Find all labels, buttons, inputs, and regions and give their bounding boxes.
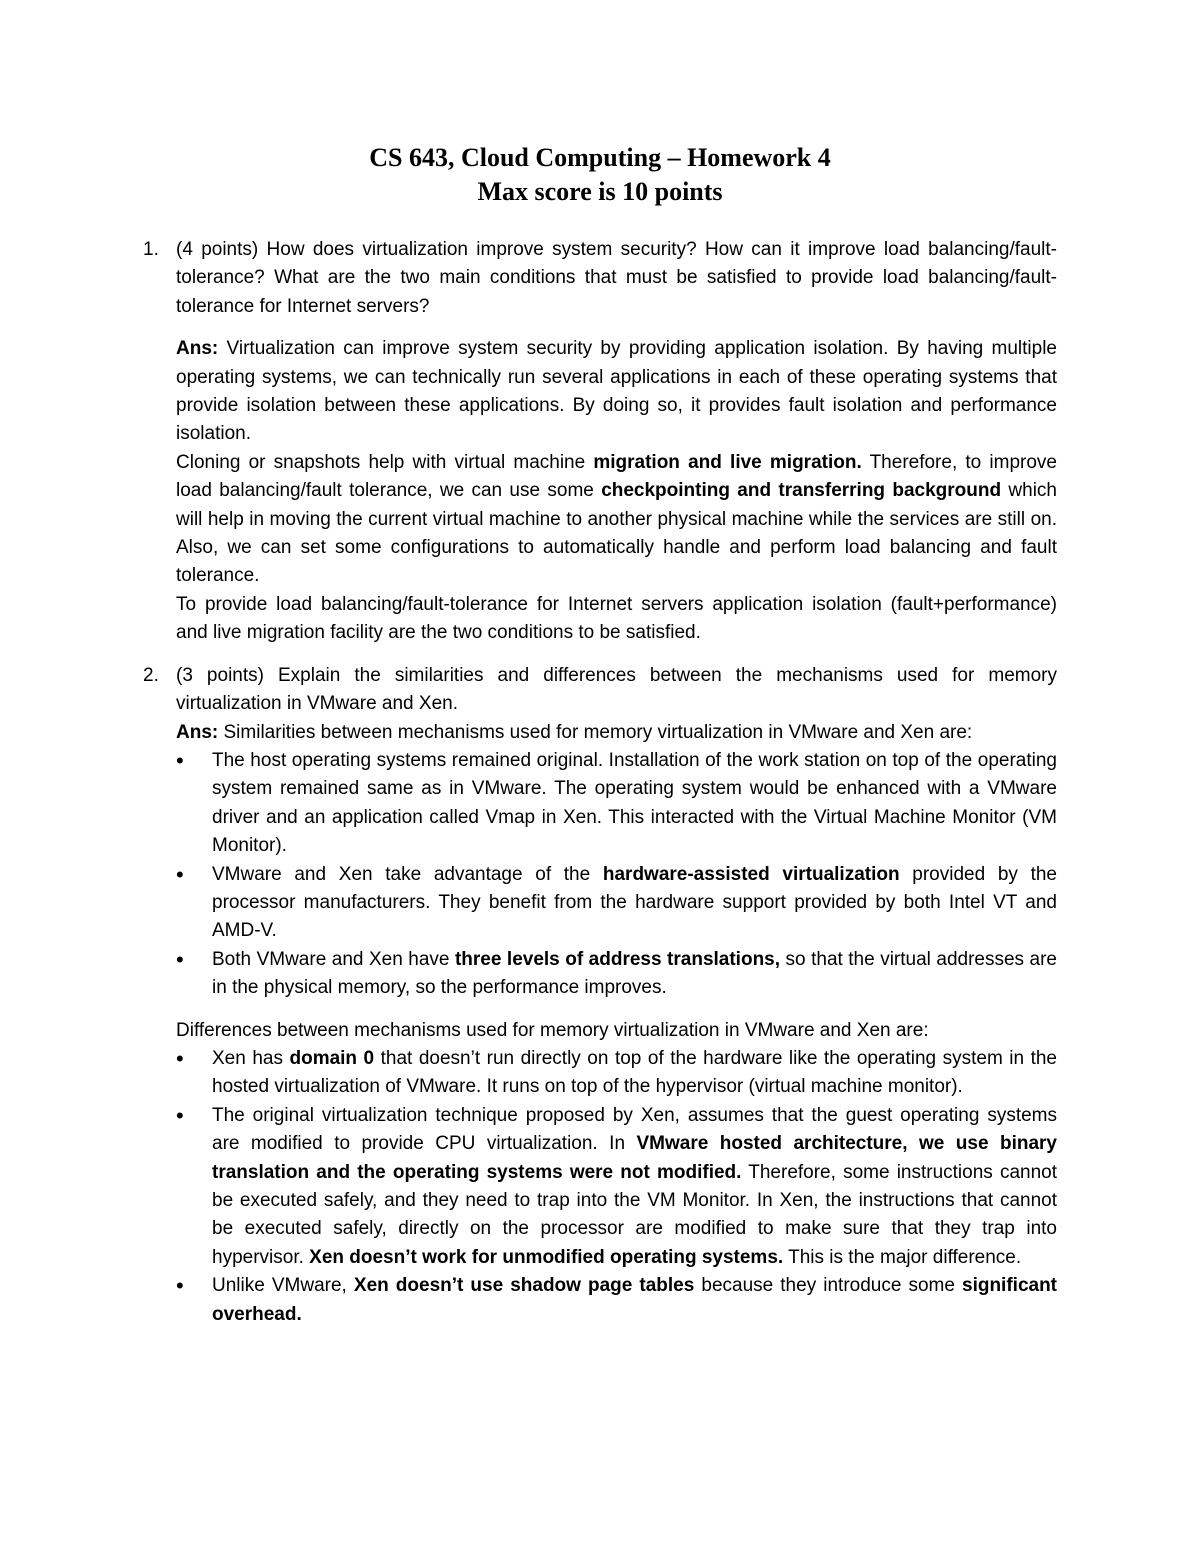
question-2 xyxy=(143,662,1057,747)
title-line-2: Max score is 10 points xyxy=(477,177,723,206)
list-item xyxy=(176,1272,1057,1329)
bullet-icon xyxy=(176,1272,212,1329)
answer-text: Virtualization can improve system security by providing application isolation. By having multiple operating systems, we can technically run several applications in each of these operating systems that provide isolation between these applications. By doing so, it provides fault isolation and performance isolation. xyxy=(176,338,1057,445)
question-1 xyxy=(143,236,1057,321)
bullet-icon xyxy=(176,861,212,946)
answer-paragraph xyxy=(176,449,1057,591)
list-item-text: Unlike VMware, Xen doesn’t use shadow page tables because they introduce some significant overhead. xyxy=(212,1275,1058,1325)
answer-intro xyxy=(176,719,1057,747)
answer-1 xyxy=(176,335,1057,647)
similarities-list xyxy=(176,747,1057,1003)
bullet-icon xyxy=(176,946,212,1003)
list-item-text: The host operating systems remained original. Installation of the work station on top of the operating system remained same as in VMware. The operating system would be enhanced with a VMware driver and an application called Vmap in Xen. This interacted with the Virtual Machine Monitor (VM Monitor). xyxy=(212,749,1057,857)
list-item xyxy=(176,747,1057,861)
list-item xyxy=(176,946,1057,1003)
document-body xyxy=(143,236,1057,1329)
question-number: 1. xyxy=(143,239,159,260)
differences-intro: Differences between mechanisms used for memory virtualization in VMware and Xen are: xyxy=(176,1019,929,1041)
list-item-text: Both VMware and Xen have three levels of address translations, so that the virtual addresses are in the physical memory, so the performance improves. xyxy=(212,948,1057,999)
list-item xyxy=(176,1045,1057,1102)
question-number: 2. xyxy=(143,664,159,686)
bullet-icon xyxy=(176,1102,212,1272)
question-text: (4 points) How does virtualization improve system security? How can it improve load balancing/fault-tolerance? What are the two main conditions that must be satisfied to provide load balancing/fault-tolerance for Internet servers? xyxy=(176,239,1057,317)
differences-section xyxy=(176,1017,1057,1045)
list-item xyxy=(176,861,1057,946)
answer-paragraph xyxy=(176,335,1057,449)
list-item-text: Xen has domain 0 that doesn’t run directly on top of the hardware like the operating system in the hosted virtualization of VMware. It runs on top of the hypervisor (virtual machine monitor). xyxy=(212,1047,1058,1098)
answer-text: Cloning or snapshots help with virtual machine xyxy=(176,451,594,473)
title-line-1: CS 643, Cloud Computing – Homework 4 xyxy=(369,143,831,172)
question-text: (3 points) Explain the similarities and differences between the mechanisms used for memory virtualization in VMware and Xen. xyxy=(176,664,1057,715)
list-item-text: The original virtualization technique proposed by Xen, assumes that the guest operating systems are modified to provide CPU virtualization. In VMware hosted architecture, we use binary translation and the operating systems were not modified. Therefore, some instructions cannot be executed safely, and they need to trap into the VM Monitor. In Xen, the instructions that cannot be executed safely, directly on the processor are modified to make sure that they trap into hypervisor. Xen doesn’t work for unmodified operating systems. This is the major difference. xyxy=(212,1104,1057,1268)
document-title xyxy=(0,141,1200,209)
answer-text: which will help in moving the current virtual machine to another physical machine while the services are still on. Also, we can set some configurations to automatically handle and perform load balancing and fault tolerance. xyxy=(176,480,1057,587)
bullet-icon xyxy=(176,1045,212,1102)
list-item xyxy=(176,1102,1057,1272)
differences-list xyxy=(176,1045,1057,1329)
answer-text: Similarities between mechanisms used for memory virtualization in VMware and Xen are: xyxy=(218,721,973,743)
answer-paragraph: To provide load balancing/fault-tolerance for Internet servers application isolation (fault+performance) and live migration facility are the two conditions to be satisfied. xyxy=(176,593,1057,644)
answer-text: Therefore, to improve load balancing/fault tolerance, we can use some xyxy=(176,451,1057,502)
answer-emphasis: migration and live migration. xyxy=(593,451,862,473)
answer-label: Ans: xyxy=(176,721,219,743)
bullet-icon xyxy=(176,747,212,861)
answer-label: Ans: xyxy=(176,338,219,360)
answer-emphasis: checkpointing and transferring background xyxy=(601,480,1002,502)
list-item-text: VMware and Xen take advantage of the hardware-assisted virtualization provided by the processor manufacturers. They benefit from the hardware support provided by both Intel VT and AMD-V. xyxy=(212,863,1057,942)
